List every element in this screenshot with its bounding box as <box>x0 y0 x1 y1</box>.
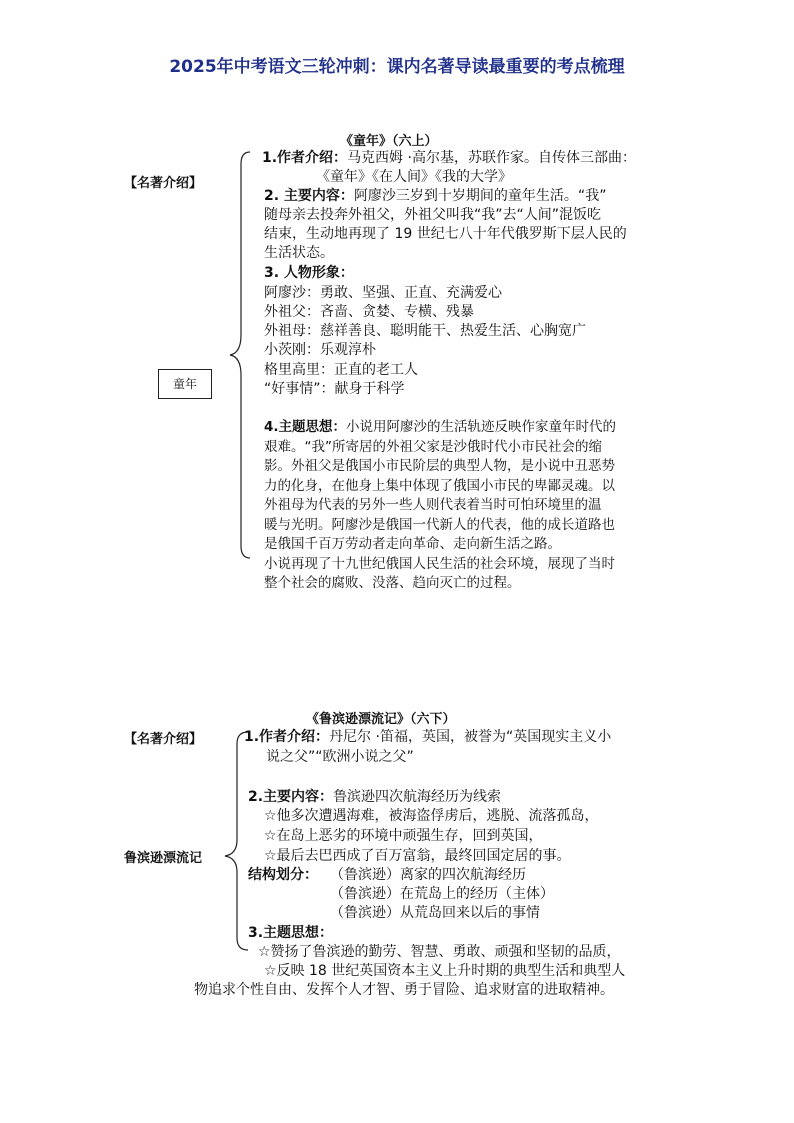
section1-characters-heading-text: 3. 人物形象： <box>264 265 354 281</box>
section1-theme-line: 是俄国千百万劳动者走向革命、走向新生活之路。 <box>264 536 561 552</box>
structure-item: （鲁滨逊）离家的四次航海经历 <box>330 867 526 883</box>
section1-book-title: 《童年》（六上） <box>340 134 438 149</box>
character-item: “好事情”：献身于科学 <box>264 381 405 397</box>
theme-item: 物追求个性自由、发挥个人才智、勇于冒险、追求财富的进取精神。 <box>194 982 614 998</box>
section1-intro-label: 【名著介绍】 <box>124 176 203 191</box>
character-item: 阿廖沙：勇敢、坚强、正直、充满爱心 <box>264 285 502 301</box>
character-item: 小茨刚：乐观淳朴 <box>264 342 376 358</box>
section1-theme-line: 小说用阿廖沙的生活轨迹反映作家童年时代的 <box>346 419 617 435</box>
section1-content-heading: 2. 主要内容： <box>264 188 354 204</box>
section2-theme-heading: 3.主题思想： <box>248 925 334 941</box>
section2-author <box>244 728 611 747</box>
section1-content-line: 阿廖沙三岁到十岁期间的童年生活。“我” <box>353 188 607 204</box>
section1-theme-line: 力的化身，在他身上集中体现了俄国小市民的卑鄙灵魂。以 <box>264 477 615 494</box>
content-item: ☆最后去巴西成了百万富翁，最终回国定居的事。 <box>264 848 571 864</box>
section1-author <box>262 149 636 168</box>
section1-brace <box>226 150 252 560</box>
section2-content <box>248 788 501 807</box>
content-item: ☆他多次遭遇海难，被海盗俘虏后，逃脱、流落孤岛， <box>264 808 599 824</box>
section1-theme-first <box>264 418 616 438</box>
section1-theme-line: 艰难。“我”所寄居的外祖父家是沙俄时代小市民社会的缩 <box>264 438 602 455</box>
section1-box-label: 童年 <box>158 369 212 399</box>
content-item: ☆在岛上恶劣的环境中顽强生存，回到英国， <box>264 828 543 844</box>
section1-author-text: 马克西姆 ·高尔基，苏联作家。自传体三部曲： <box>347 150 636 166</box>
section2-author-heading: 1.作者介绍： <box>244 729 330 745</box>
section1-theme-line: 外祖母为代表的另外一些人则代表着当时可怕环境里的温 <box>264 497 602 513</box>
section1-theme-line: 影。外祖父是俄国小市民阶层的典型人物，是小说中丑恶势 <box>264 458 615 474</box>
section1-theme-line: 整个社会的腐败、没落、趋向灭亡的过程。 <box>264 575 521 591</box>
section1-author-works: 《童年》《在人间》《我的大学》 <box>316 169 512 185</box>
section1-theme-heading: 4.主题思想： <box>264 419 347 435</box>
section1-theme-line: 小说再现了十九世纪俄国人民生活的社会环境，展现了当时 <box>264 555 615 572</box>
section2-content-heading: 2.主要内容： <box>248 789 334 805</box>
character-item: 外祖父：吝啬、贪婪、专横、残暴 <box>264 304 474 320</box>
theme-item: ☆反映 18 世纪英国资本主义上升时期的典型生活和典型人 <box>264 963 626 979</box>
section2-content-text: 鲁滨逊四次航海经历为线索 <box>333 789 502 805</box>
section1-content-line: 生活状态。 <box>264 245 334 261</box>
section1-theme-line: 暖与光明。阿廖沙是俄国一代新人的代表，他的成长道路也 <box>264 516 615 533</box>
section2-structure-heading: 结构划分： <box>248 867 318 883</box>
section2-intro-label: 【名著介绍】 <box>124 732 203 747</box>
section2-theme <box>248 924 333 943</box>
section1-characters-heading <box>264 264 354 283</box>
section2-structure <box>248 866 318 885</box>
structure-item: （鲁滨逊）在荒岛上的经历（主体） <box>330 886 554 902</box>
structure-item: （鲁滨逊）从荒岛回来以后的事情 <box>330 905 540 921</box>
section1-content-line: 随母亲去投奔外祖父，外祖父叫我“我”去“人间”混饭吃 <box>264 207 602 223</box>
section2-book-title: 《鲁滨逊漂流记》（六下） <box>306 712 456 727</box>
section1-content-line: 结束，生动地再现了 19 世纪七八十年代俄罗斯下层人民的 <box>264 226 627 242</box>
page-title: 2025年中考语文三轮冲刺：课内名著导读最重要的考点梳理 <box>169 57 625 77</box>
character-item: 格里高里：正直的老工人 <box>264 362 418 378</box>
character-item: 外祖母：慈祥善良、聪明能干、热爱生活、心胸宽广 <box>264 323 586 339</box>
theme-item: ☆赞扬了鲁滨逊的勤劳、智慧、勇敢、顽强和坚韧的品质， <box>258 944 621 960</box>
section1-author-heading: 1.作者介绍： <box>262 150 348 166</box>
section1-content-first <box>264 187 606 206</box>
section2-brace <box>222 730 250 952</box>
section2-side-label: 鲁滨逊漂流记 <box>124 851 203 866</box>
section2-author-text2: 说之父”“欧洲小说之父” <box>266 749 414 765</box>
section2-author-text: 丹尼尔 ·笛福，英国，被誉为“英国现实主义小 <box>329 729 612 745</box>
